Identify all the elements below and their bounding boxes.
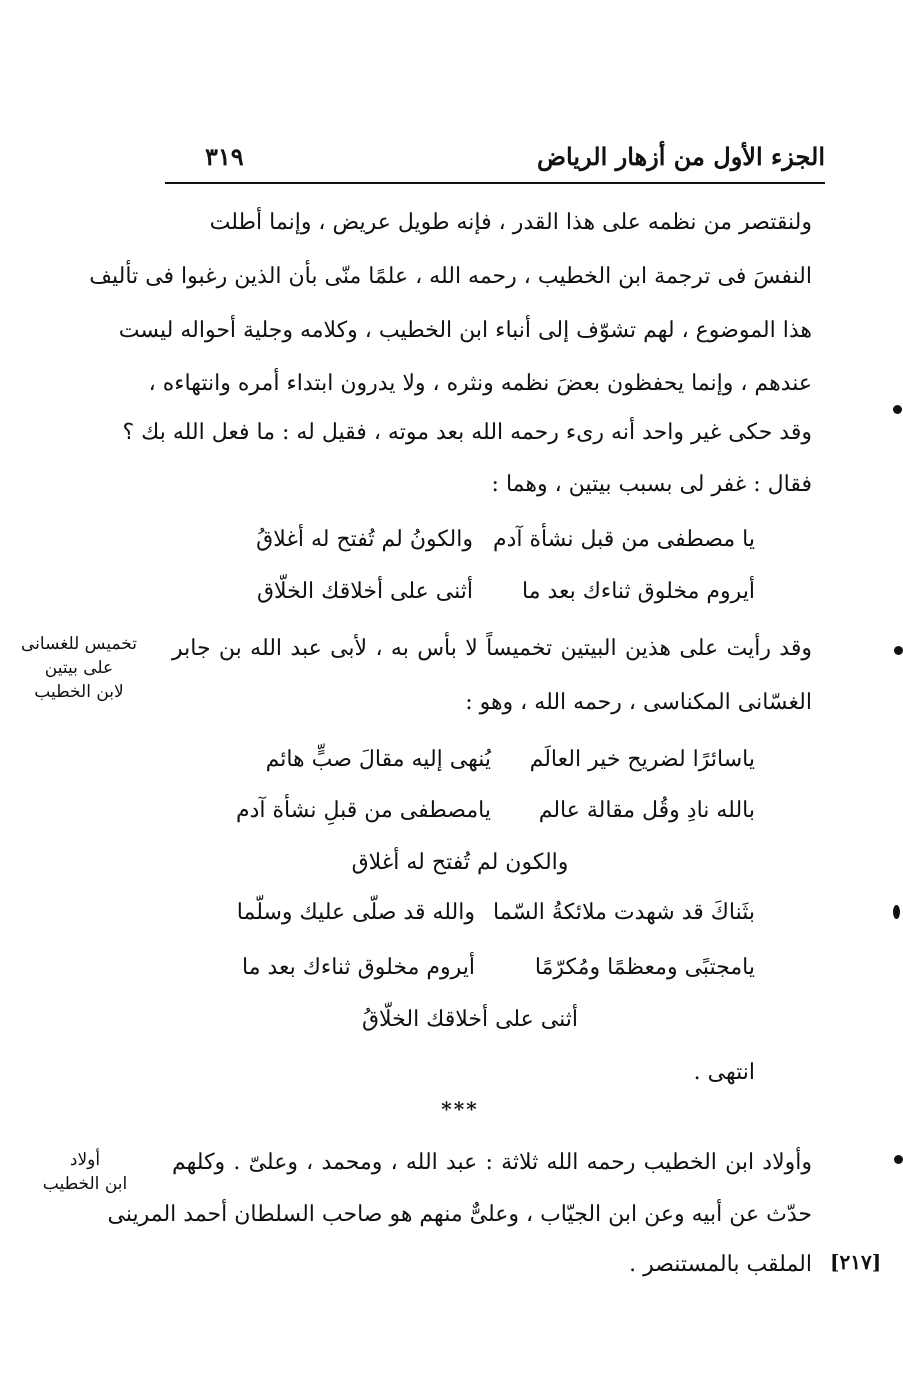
text-line: هذا الموضوع ، لهم تشوّف إلى أنباء ابن الخطيب ، وكلامه وجلية أحواله ليست [118,318,812,343]
text-line: وقد حكى غير واحد أنه رىء رحمه الله بعد موته ، فقيل له : ما فعل الله بك ؟ [122,420,812,445]
margin-mark [893,905,900,919]
verse-hemistich-first: بالله نادِ وقُل مقالة عالم [538,798,755,823]
verse-hemistich-first: بثَناكَ قد شهدت ملائكةُ السّما [493,900,755,925]
verse-hemistich-second: والله قد صلّى عليك وسلّما [236,900,475,925]
text-line: وأولاد ابن الخطيب رحمه الله ثلاثة : عبد الله ، ومحمد ، وعلىّ . وكلهم [172,1150,812,1175]
text-line: الملقب بالمستنصر . [629,1252,812,1277]
margin-note-line: تخميس للغسانى [21,634,137,654]
verse-hemistich-first: أيروم مخلوق ثناءك بعد ما [521,579,755,604]
text-line: النفسَ فى ترجمة ابن الخطيب ، رحمه الله ، علمًا منّى بأن الذين رغبوا فى تأليف [89,264,812,289]
margin-mark [893,405,902,414]
margin-note-takhmis [14,632,144,704]
margin-note-children [30,1148,140,1196]
verse-hemistich-first: يامجتبًى ومعظمًا ومُكرّمًا [534,955,755,980]
text-line: الغسّانى المكناسى ، رحمه الله ، وهو : [465,690,812,715]
margin-mark [894,646,903,655]
header-title: الجزء الأول من أزهار الرياض [537,142,825,171]
page-number: ٣١٩ [205,142,244,171]
text-line: ولنقتصر من نظمه على هذا القدر ، فإنه طويل عريض ، وإنما أطلت [209,210,812,235]
verse-hemistich-second: يامصطفى من قبلِ نشأة آدم [235,798,491,823]
margin-note-line: ابن الخطيب [42,1174,128,1194]
original-page-reference: [٢١٧] [830,1250,882,1274]
verse-hemistich-second: أيروم مخلوق ثناءك بعد ما [241,955,475,980]
verse-single: أثنى على أخلاقك الخلّاقُ [361,1007,579,1032]
verse-hemistich-first: ياسائرًا لضريح خير العالَم [529,747,755,772]
text-line: حدّث عن أبيه وعن ابن الجيّاب ، وعلىٌّ منهم هو صاحب السلطان أحمد المرينى [107,1202,812,1227]
verse-hemistich-first: يا مصطفى من قبل نشأة آدم [492,527,755,552]
margin-note-line: أولاد [69,1150,101,1170]
header-rule [165,182,825,184]
text-line: وقد رأيت على هذين البيتين تخميساً لا بأس به ، لأبى عبد الله بن جابر [172,636,812,661]
section-separator: *** [441,1097,479,1121]
verse-single: والكون لم تُفتح له أغلاق [351,850,569,875]
verse-hemistich-second: والكونُ لم تُفتح له أغلاقُ [256,527,473,552]
margin-mark [894,1155,903,1164]
text-line: فقال : غفر لى بسبب بيتين ، وهما : [491,472,812,497]
running-header [165,140,825,180]
end-word: انتهى . [693,1060,755,1085]
margin-note-line: على بيتين [44,658,114,678]
verse-hemistich-second: أثنى على أخلاقك الخلّاق [256,579,473,604]
verse-hemistich-second: يُنهى إليه مقالَ صبٍّ هائم [265,747,491,772]
text-line: عندهم ، وإنما يحفظون بعضَ نظمه ونثره ، ولا يدرون ابتداء أمره وانتهاءه ، [148,371,812,396]
margin-note-line: لابن الخطيب [34,682,124,702]
